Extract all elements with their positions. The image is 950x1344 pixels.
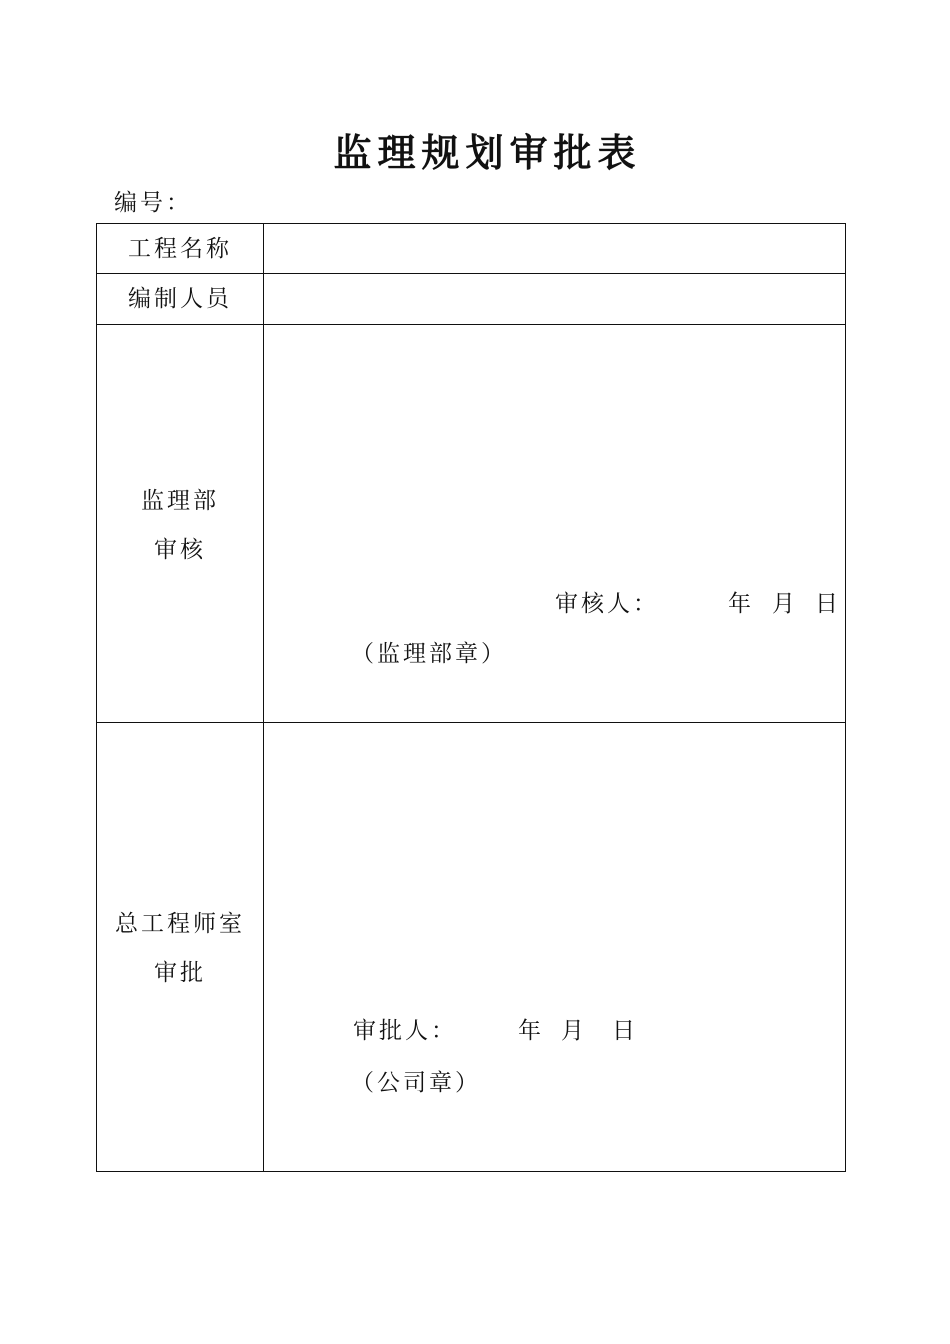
- dept-review-label-line2: 审核: [154, 537, 206, 563]
- review-day-label: 日: [815, 591, 841, 617]
- approval-year-label: 年: [518, 1018, 544, 1044]
- dept-seal-label: （监理部章）: [351, 641, 507, 667]
- dept-review-label-line1: 监理部: [141, 488, 219, 514]
- compiler-label: 编制人员: [128, 286, 232, 312]
- review-month-label: 月: [772, 591, 798, 617]
- chief-approval-label-line1: 总工程师室: [115, 911, 245, 937]
- approval-month-label: 月: [561, 1018, 587, 1044]
- row-divider: [97, 324, 845, 325]
- serial-number-label: 编号：: [114, 190, 192, 216]
- page-title: 监理规划审批表: [333, 131, 642, 175]
- project-name-label: 工程名称: [128, 236, 232, 262]
- review-year-label: 年: [728, 591, 754, 617]
- approver-label: 审批人：: [353, 1018, 457, 1044]
- approval-day-label: 日: [612, 1018, 638, 1044]
- approval-form-table: [96, 223, 846, 1172]
- reviewer-label: 审核人：: [555, 591, 659, 617]
- company-seal-label: （公司章）: [351, 1070, 481, 1096]
- column-divider: [263, 224, 264, 1171]
- row-divider: [97, 722, 845, 723]
- row-divider: [97, 273, 845, 274]
- chief-approval-label-line2: 审批: [154, 960, 206, 986]
